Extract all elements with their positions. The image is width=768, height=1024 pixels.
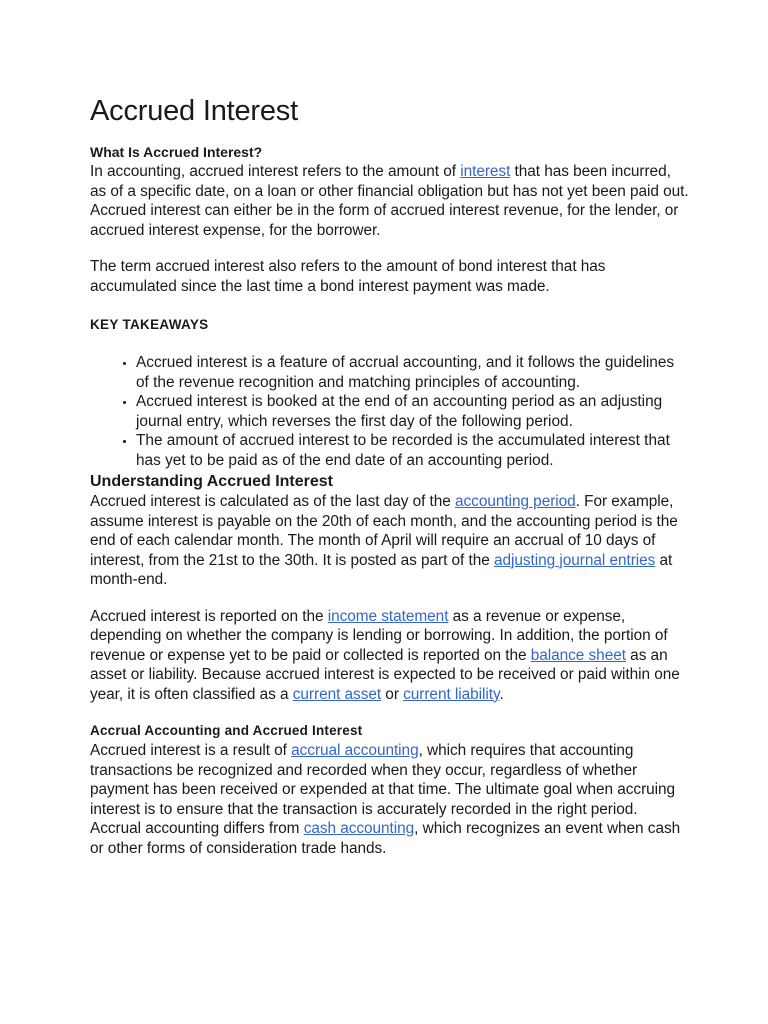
list-item: • Accrued interest is booked at the end of an accounting period as an adjusting journal entry, which reverses the first day of the following period. xyxy=(136,392,690,431)
understanding-text-g: or xyxy=(381,685,404,703)
accrual-text-b: , which requires that accounting transactions be recognized and recorded when they occur, regardless of whether payment has been received or expended at that time. The ultimate goal when accruing interest is to ensure that the transaction is accurately recorded in the right period. Accrual accounting differs from xyxy=(90,742,676,837)
understanding-text-h: . xyxy=(499,685,504,703)
intro-paragraph-1 xyxy=(90,162,690,240)
page-title: Accrued Interest xyxy=(90,95,298,127)
understanding-text-a: Accrued interest is calculated as of the last day of the xyxy=(90,493,456,510)
interest-link[interactable]: interest xyxy=(460,163,511,180)
current-liability-link[interactable]: current liability xyxy=(403,685,500,703)
accrual-accounting-link[interactable]: accrual accounting xyxy=(291,742,419,759)
key-takeaways-heading: KEY TAKEAWAYS xyxy=(90,317,209,332)
key-takeaways-list xyxy=(90,353,690,470)
understanding-text-d: Accrued interest is reported on the xyxy=(90,607,328,625)
understanding-heading: Understanding Accrued Interest xyxy=(90,473,334,490)
accrual-paragraph-1 xyxy=(90,741,690,858)
understanding-text-c: at month-end. xyxy=(90,551,673,588)
balance-sheet-link[interactable]: balance sheet xyxy=(530,646,626,664)
list-item: • Accrued interest is a feature of accrual accounting, and it follows the guidelines of the revenue recognition and matching principles of accounting. xyxy=(136,353,690,392)
income-statement-link[interactable]: income statement xyxy=(327,607,449,625)
accrual-text-c: , which recognizes an event when cash or other forms of consideration trade hands. xyxy=(90,820,681,857)
understanding-paragraph-2 xyxy=(90,607,690,705)
understanding-text-b: . For example, assume interest is payable on the 20th of each month, and the accounting period is the end of each calendar month. The month of April will require an accrual of 10 days of interest, from the 21st to the 30th. It is posted as part of the xyxy=(90,493,678,569)
accrual-accounting-heading: Accrual Accounting and Accrued Interest xyxy=(90,723,363,738)
current-asset-link[interactable]: current asset xyxy=(292,685,382,703)
intro-text-b: that has been incurred, as of a specific date, on a loan or other financial obligation but has not yet been paid out. Accrued interest can either be in the form of accrued interest revenue, for the lender, or accrued interest expense, for the borrower. xyxy=(90,163,689,239)
intro-paragraph-2: The term accrued interest also refers to the amount of bond interest that has accumulated since the last time a bond interest payment was made. xyxy=(90,258,606,295)
accounting-period-link[interactable]: accounting period xyxy=(455,493,576,510)
adjusting-journal-entries-link[interactable]: adjusting journal entries xyxy=(493,551,656,569)
document-page xyxy=(90,92,690,858)
understanding-text-e: as a revenue or expense, depending on whether the company is lending or borrowing. In addition, the portion of revenue or expense yet to be paid or collected is reported on the xyxy=(90,607,668,664)
understanding-text-f: as an asset or liability. Because accrued interest is expected to be received or paid within one year, it is often classified as a xyxy=(90,646,680,703)
accrual-text-a: Accrued interest is a result of xyxy=(90,742,292,759)
intro-text-a: In accounting, accrued interest refers to the amount of xyxy=(90,163,461,180)
list-item: • The amount of accrued interest to be recorded is the accumulated interest that has yet to be paid as of the end date of an accounting period. xyxy=(136,431,690,470)
what-is-heading: What Is Accrued Interest? xyxy=(90,144,263,160)
understanding-paragraph-1 xyxy=(90,492,690,590)
cash-accounting-link[interactable]: cash accounting xyxy=(303,820,415,837)
